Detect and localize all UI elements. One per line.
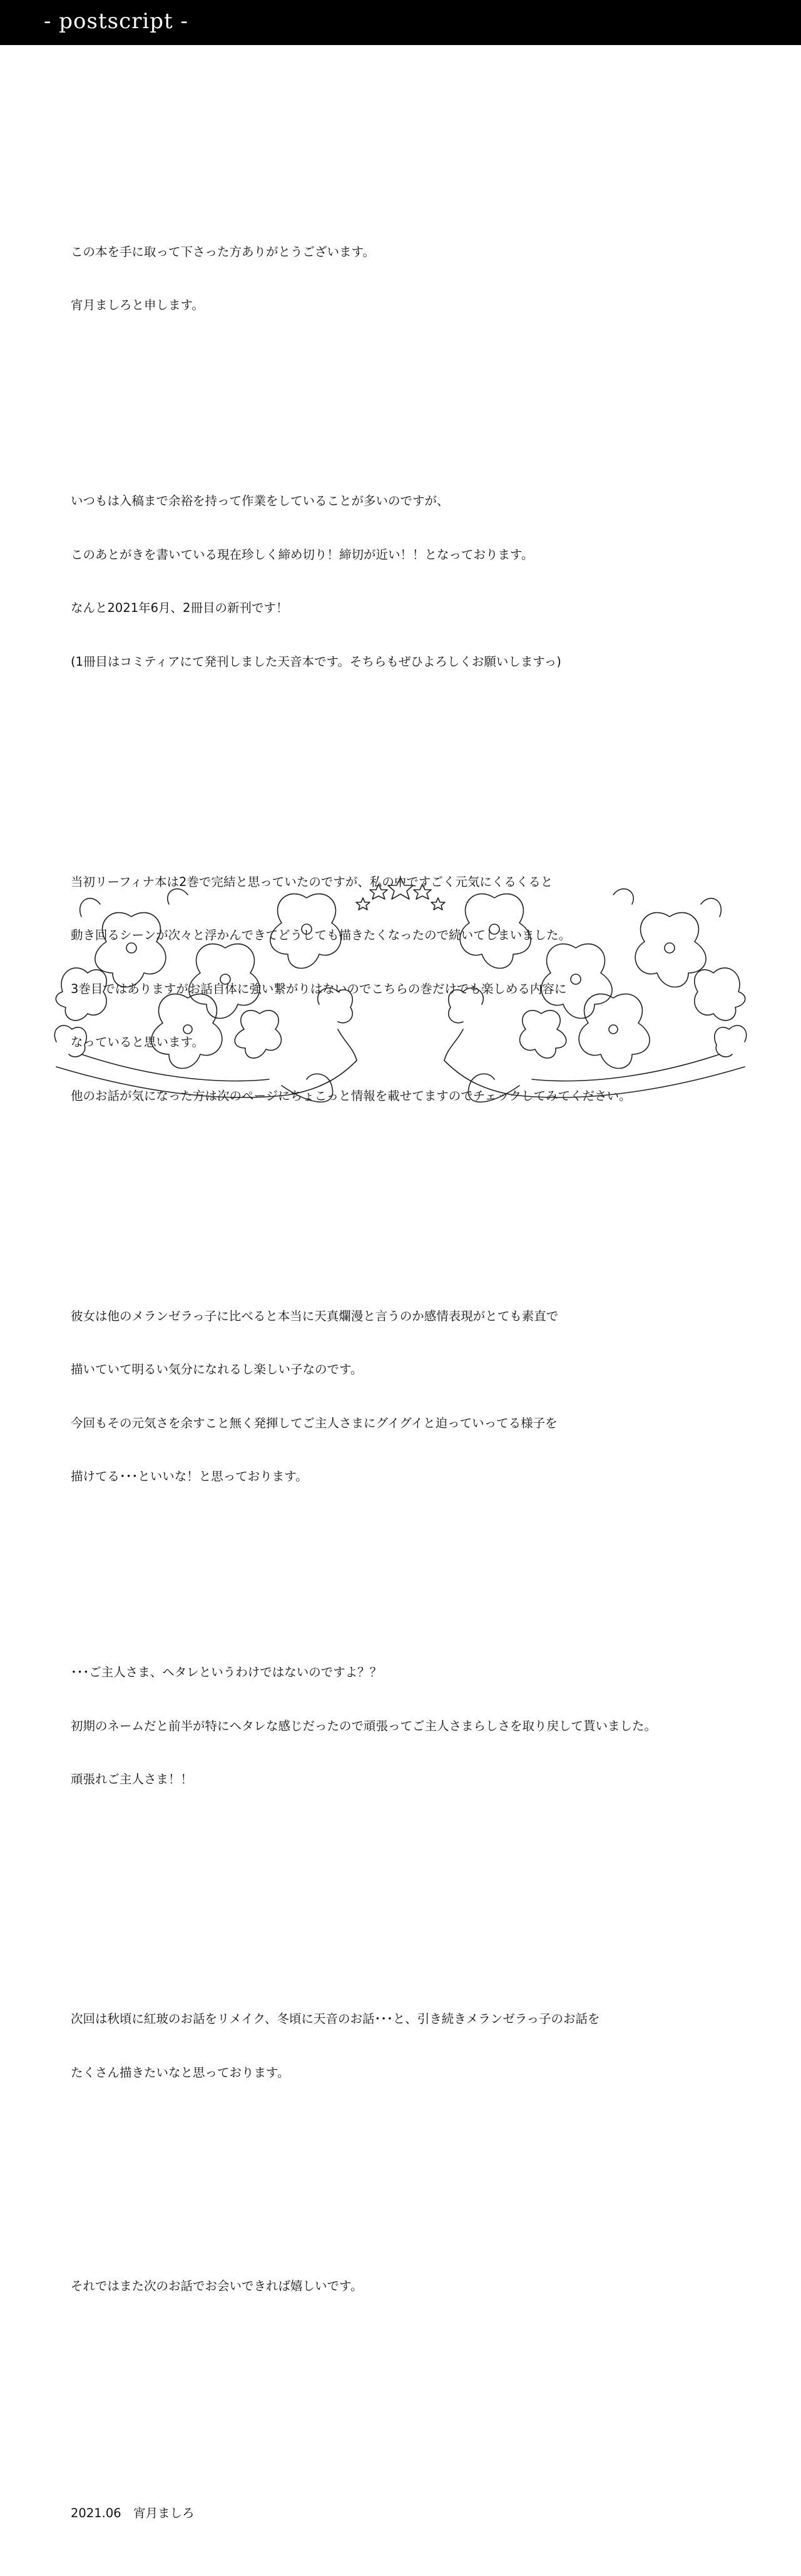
text-line: それではまた次のお話でお会いできれば嬉しいです。 [71, 2278, 363, 2293]
text-line: 他のお話が気になった方は次のページにちょこっと情報を載せてますのでチェックしてみてください。 [71, 1088, 631, 1103]
text-line: たくさん描きたいなと思っております。 [71, 2065, 290, 2080]
postscript-body [71, 154, 747, 2576]
text-line: いつもは入稿まで余裕を持って作業をしていることが多いのですが、 [71, 494, 449, 508]
text-line: 頑張れご主人さま！！ [71, 1772, 193, 1786]
text-line: 宵月ましろと申します。 [71, 298, 204, 312]
text-line: 彼女は他のメランゼラっ子に比べると本当に天真爛漫と言うのか感情表現がとても素直で [71, 1308, 559, 1323]
text-line: 3巻目ではありますがお話自体に強い繋がりはないのでこちらの巻だけでも楽しめる内容に [71, 981, 567, 996]
freesia-flowers-right-icon [444, 889, 747, 1102]
text-line: ･･･ご主人さま、ヘタレというわけではないのですよ？？ [71, 1665, 382, 1679]
paragraph-character [71, 1272, 747, 1522]
signature [71, 2469, 747, 2558]
floral-ornament [44, 867, 757, 1111]
page-title: - postscript - [44, 9, 188, 34]
signature-line: 2021.06 宵月ましろ [71, 2505, 195, 2520]
text-line: 今回もその元気さを余すこと無く発揮してご主人さまにグイグイと迫っていってる様子を [71, 1415, 558, 1430]
text-line: 次回は秋頃に紅玻のお話をリメイク、冬頃に天音のお話･･･と、引き続きメランゼラっ子のお話を [71, 2012, 600, 2026]
freesia-flowers-left-icon [54, 889, 357, 1102]
text-line: 初期のネームだと前半が特にヘタレな感じだったので頑張ってご主人さまらしさを取り戻して貰いました。 [71, 1718, 657, 1733]
paragraph-next-plans [71, 1975, 747, 2117]
text-line: (1冊目はコミティアにて発刊しました天音本です。そちらもぜひよろしくお願いしますっ) [71, 654, 561, 669]
text-line: 描けてる･･･といいな！と思っております。 [71, 1469, 308, 1484]
text-line: なんと2021年6月、2冊目の新刊です！ [71, 601, 288, 615]
text-line: このあとがきを書いている現在珍しく締め切り！締切が近い！！となっております。 [71, 547, 534, 562]
paragraph-master [71, 1628, 747, 1825]
paragraph-greeting [71, 208, 747, 350]
text-line: 動き回るシーンが次々と浮かんできてどうしても描きたくなったので続いてしまいました。 [71, 928, 571, 942]
text-line: この本を手に取って下さった方ありがとうございます。 [71, 244, 375, 259]
text-line: なっていると思います。 [71, 1035, 204, 1049]
paragraph-closing [71, 2242, 747, 2331]
text-line: 当初リーフィナ本は2巻で完結と思っていたのですが、私の中ですごく元気にくるくると [71, 874, 553, 889]
stars-icon [356, 878, 445, 910]
text-line: 描いていて明るい気分になれるし楽しい子なのです。 [71, 1362, 363, 1377]
paragraph-deadline [71, 457, 747, 706]
header-bar [0, 0, 801, 45]
